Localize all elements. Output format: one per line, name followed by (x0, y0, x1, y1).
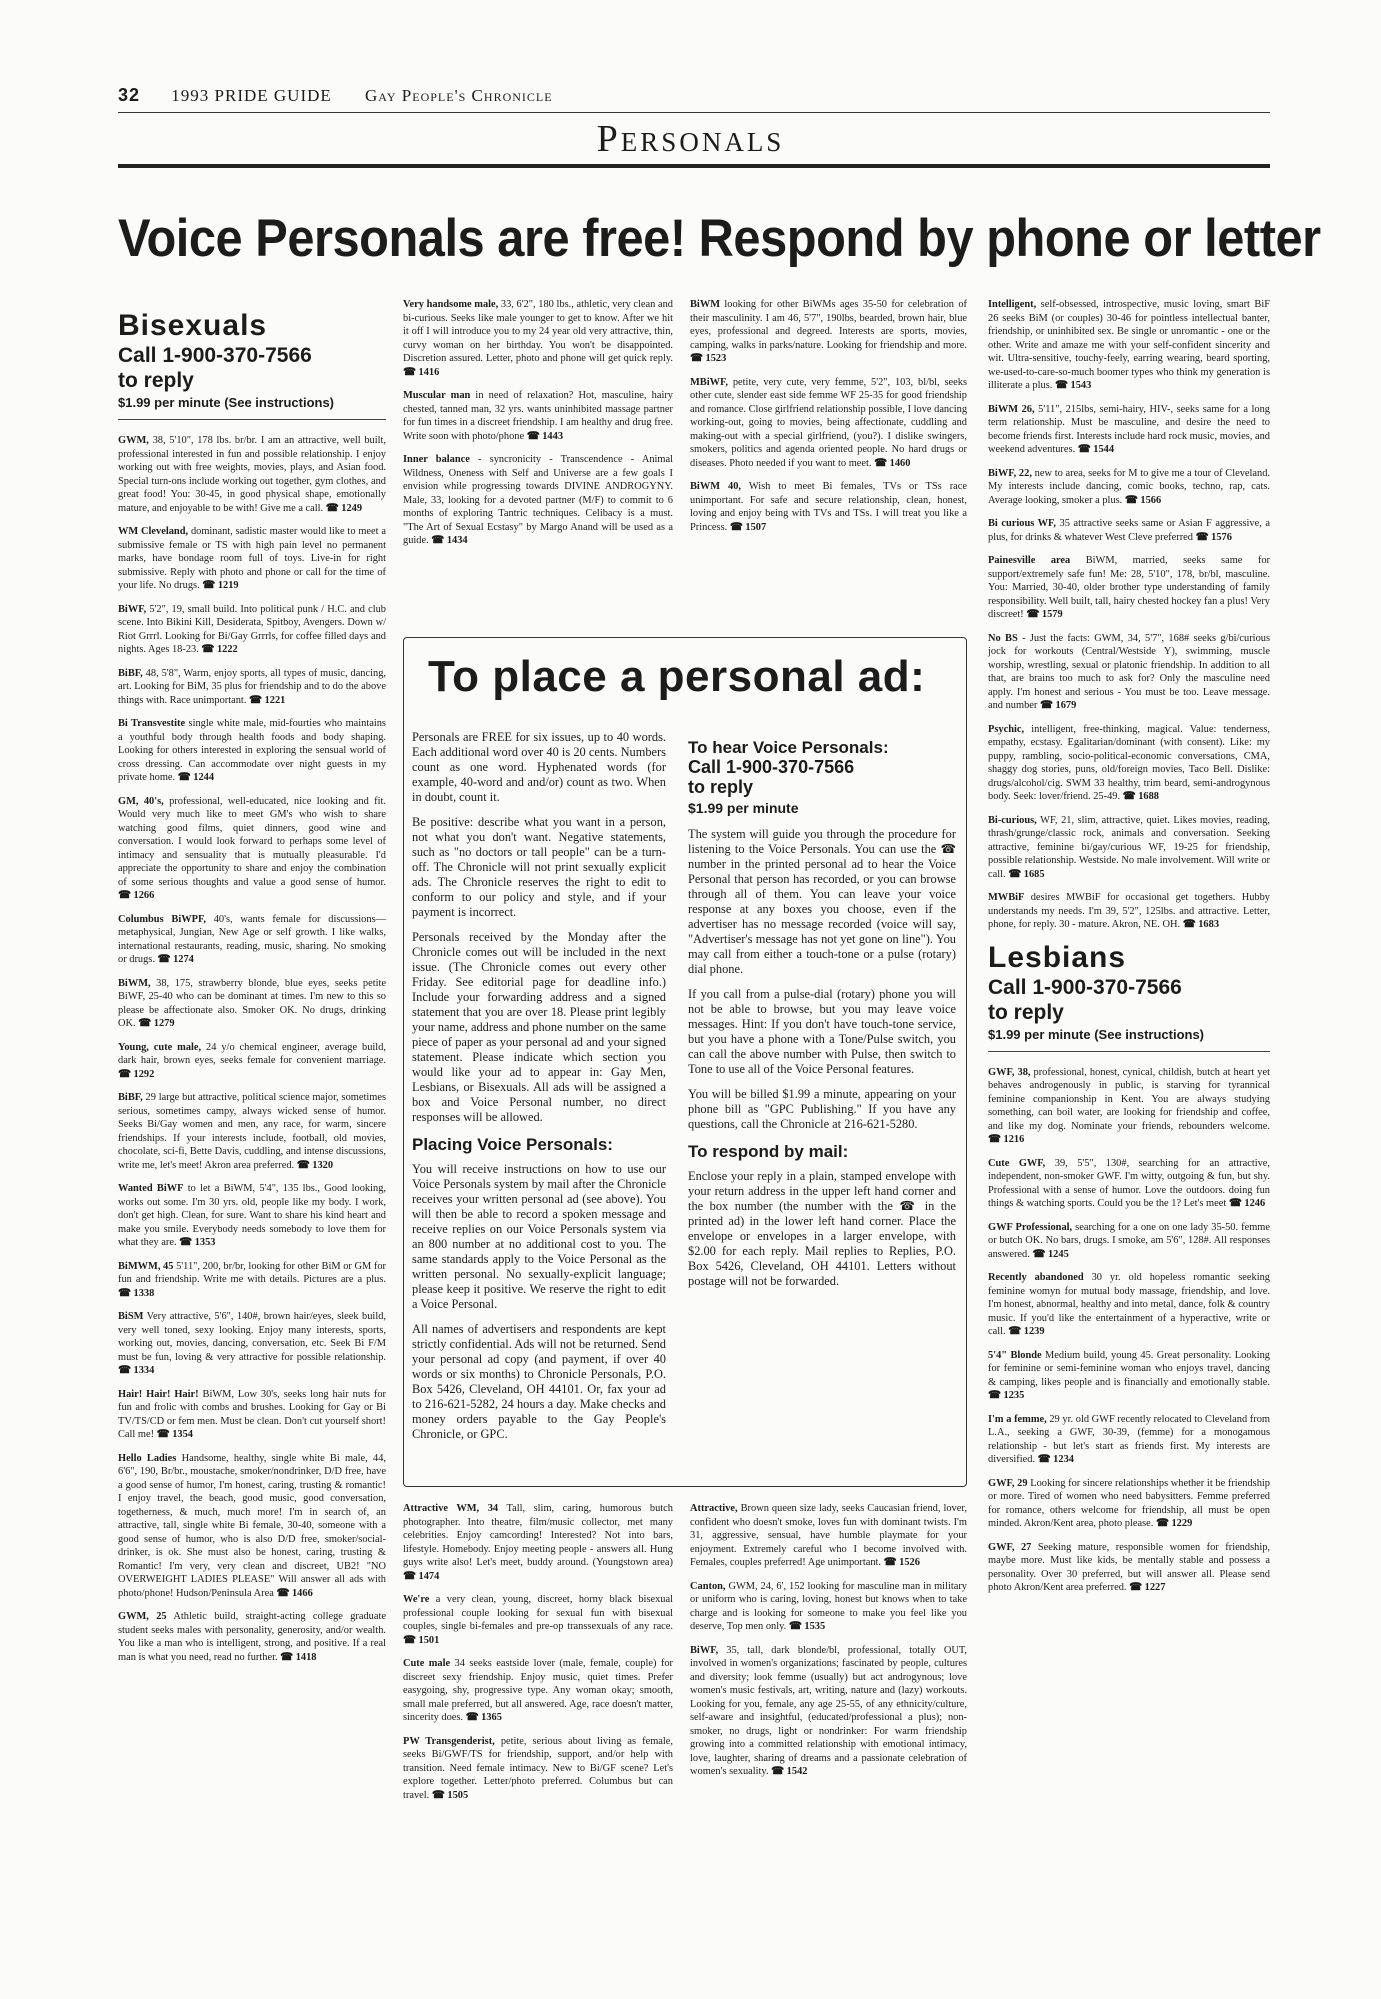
ad-box-number: ☎ 1466 (276, 1587, 313, 1599)
ad-body: 38, 175, strawberry blonde, blue eyes, seeks petite BiWF, 25-40 who can be dominant at times. I'm new to this so please be affectionate also. Smoker OK. No drugs, drinking OK. (118, 977, 386, 1029)
ad-body: 5'2", 19, small build. Into political punk / H.C. and club scene. Into Bikini Kill, Desiderata, Spitboy, Avengers. Down w/ Riot Grrrl. Looking for Bi/Gay Grrrls, for coffee filled days and nights. Ages 18-23. (118, 603, 386, 655)
ad-body: professional, honest, cynical, childish, butch at heart yet behaves androgenously in public, is starving for tyrannical feminine companionship in Kent. You are always studying something, can boil water, are looking for friendship and coffee, and like my dog. Nominate your friends, rebounders welcome. (988, 1066, 1270, 1132)
ad-body: - syncronicity - Transcendence - Animal Wildness, Oneness with Self and Universe are a few goals I envision while progressing towards DIVINE ANDROGYNY. Male, 33, looking for a devoted partner (M/F) to commit to 6 months of exploring Tantric techniques. Celibacy is a must. "The Art of Sexual Ecstasy" by Margo Anand will be used as a guide. (403, 454, 673, 546)
personal-ad (118, 795, 386, 903)
ad-lead: GWF Professional, (988, 1221, 1073, 1233)
personal-ad (118, 1260, 386, 1301)
personal-ad (988, 554, 1270, 622)
personal-ad (988, 1413, 1270, 1467)
ad-body: single white male, mid-fourties who maintains a youthful body through health foods and body shaping. Looking for others interested in exploring the sensual world of cross dressing. Can accommodate over night guests in my private home. (118, 718, 386, 783)
personal-ad (988, 403, 1270, 457)
ad-lead: Young, cute male, (118, 1041, 202, 1053)
personal-ad (403, 1735, 673, 1803)
ad-lead: Cute male (403, 1658, 451, 1669)
ad-body: 35, tall, dark blonde/bl, professional, totally OUT, involved in women's organizations; fascinated by people, cultures and diversity; look femme (usually) but act androgynous; love women's music festivals, art, writing, nature and (lazy) workouts. Looking for you, female, any age 25-55, of any ethnicity/culture, self-aware and insightful, (educated/professional a plus); non-smoker, no drugs, light or nondrinker: For warm friendship growing into a committed relationship with emotional intimacy, love, laughter, sharing of dreams and a passionate celebration of women's sexuality. (690, 1644, 967, 1777)
ad-body: petite, serious about living as female, seeks Bi/GWF/TS for friendship, support, and/or help with transition. Need female intimacy. New to Bi/GF scene? Let's explore together. Letter/photo preferred. Columbus but can travel. (403, 1735, 673, 1801)
ad-body: dominant, sadistic master would like to meet a submissive female or TS with high pain level no permanent marks, have bondage room full of toys. Live-in for right submissive. Reply with photo and phone or call for the time of your life. No drugs. (118, 526, 387, 591)
ad-body: looking for other BiWMs ages 35-50 for celebration of their masculinity. I am 46, 5'7", 190lbs, bearded, brown hair, blue eyes, professional and degreed. Interests are sports, movies, camping, walks in parks/nature. Looking for friendship and more. (690, 299, 967, 351)
lesbians-title: Lesbians (988, 940, 1127, 974)
ad-box-number: ☎ 1249 (325, 502, 363, 514)
personal-ad (403, 453, 673, 548)
ad-box-number: ☎ 1688 (1122, 791, 1159, 802)
personal-ad (118, 1091, 386, 1172)
ad-lead: Canton, (690, 1580, 726, 1592)
personal-ad (690, 1502, 967, 1570)
ad-box-number: ☎ 1418 (280, 1651, 317, 1663)
personal-ad (403, 1657, 673, 1725)
instruction-paragraph: Personals received by the Monday after the Chronicle comes out will be included in the next issue. (The Chronicle comes out every other Friday. See editorial page for deadline info.) Include your forwarding address and a signed statement that you are over 18. Please print legibly your name, address and phone number on the same piece of paper as your personal ad and your signed statement. Please indicate which section you would like your ad to appear in: Gay Men, Lesbians, or Bisexuals. All ads will be assigned a box and Voice Personal number, no direct responses will be allowed. (412, 930, 666, 1124)
ad-body: 34 seeks eastside lover (male, female, couple) for discreet sexy friendship. Enjoy music, quiet times. Prefer easygoing, shy, progressive type. Any woman okay; smooth, small male preferred, but all answered. Age, race doesn't matter, sincerity does. (403, 1658, 673, 1723)
bisexuals-reply: to reply (118, 369, 194, 392)
ad-box-number: ☎ 1292 (118, 1068, 155, 1080)
page-number: 32 (118, 85, 141, 105)
ad-lead: Painesville area (988, 555, 1071, 566)
ad-lead: BiSM (118, 1311, 144, 1322)
personal-ad (690, 1644, 967, 1779)
ad-box-number: ☎ 1279 (138, 1018, 175, 1029)
ad-lead: Cute GWF, (988, 1157, 1046, 1169)
ad-body: Brown queen size lady, seeks Caucasian friend, lover, confident who doesn't smoke, loves fun with dominant twists. I'm 31, aggressive, sensual, have humble playmate for your enjoyment. Extremely careful who I become involved with. Females, couples preferred! Age unimportant. (690, 1503, 967, 1568)
bisexuals-price: $1.99 per minute (See instructions) (118, 395, 335, 410)
ad-box-number: ☎ 1507 (729, 521, 767, 533)
ad-box-number: ☎ 1365 (465, 1712, 502, 1723)
instruction-paragraph: Personals are FREE for six issues, up to 40 words. Each additional word over 40 is 20 cents. Numbers count as one word. Hyphenated words (for example, 40-word and and/or) count as two. When in doubt, count it. (412, 730, 666, 804)
instruction-paragraph: If you call from a pulse-dial (rotary) phone you will not be able to browse, but you may leave voice messages. Hint: If you don't have touch-tone service, but you have a phone with a Tone/Pulse switch, you can call the above number with Pulse, then switch to Tone to use all of the Voice Personal features. (688, 987, 956, 1076)
ad-body: GWM, 24, 6', 152 looking for masculine man in military or uniform who is caring, loving, honest but knows when to take charge and is looking for someone to make you feel like you deserve, Top men only. (690, 1580, 967, 1632)
personal-ad (988, 1477, 1270, 1531)
ad-body: Medium build, young 45. Great personality. Looking for feminine or semi-feminine woman who enjoys travel, dancing & camping, likes people and is financially and emotionally stable. (988, 1349, 1270, 1388)
ad-body: intelligent, free-thinking, magical. Value: tenderness, empathy, ecstasy. Egalitarian/dominant (with consent). Like: my puppy, rambling, socio-political-economic conversations, CMA, shaggy dog stories, puns, old/foreign movies, Taco Bell. Dislike: drugs/alcohol/cig. SWM 33 healthy, trim beard, semi-androgynous body. Seek: lover/friend. 25-49. (988, 723, 1270, 802)
bisexuals-title: Bisexuals (118, 309, 268, 342)
personal-ad (118, 913, 386, 967)
personal-ad (988, 517, 1270, 544)
ad-body: 39, 5'5", 130#, searching for an attractive, independent, non-smoker GWF. I'm witty, outgoing & fun, but shy. Professional with a sense of humor. Love the outdoors. doing fun things & watching sports. Could you be the 1? Let's meet (988, 1157, 1271, 1209)
ad-body: in need of relaxation? Hot, masculine, hairy chested, tanned man, 32 yrs. wants uninhibited massage partner for fun times in a discreet friendship. I am healthy and drug free. Write soon with photo/phone (403, 390, 673, 442)
ad-box-number: ☎ 1544 (1077, 444, 1115, 455)
ad-body: Athletic build, straight-acting college graduate student seeks males with personality, generosity, and/or wealth. You like a man who is intelligent, strong, and positive. If a real man is what you need, read no further. (118, 1611, 386, 1663)
lesbians-rule (988, 1051, 1270, 1052)
ad-lead: BiWF, (118, 603, 147, 615)
column-4-ads-list (988, 298, 1270, 932)
personal-ad (690, 298, 967, 366)
lesbians-call-number: Call 1-900-370-7566 (988, 975, 1182, 999)
ad-lead: Recently abandoned (988, 1272, 1084, 1283)
ad-lead: Wanted BiWF (118, 1183, 184, 1194)
ad-box-number: ☎ 1266 (118, 890, 155, 901)
ad-lead: Attractive WM, 34 (403, 1503, 499, 1514)
ad-body: 48, 5'8", Warm, enjoy sports, all types of music, dancing, art. Looking for BiM, 35 plus for friendship and to do the above things with. Race unimportant. (118, 667, 386, 706)
placing-voice-heading: Placing Voice Personals: (412, 1135, 613, 1154)
ad-lead: Hello Ladies (118, 1452, 177, 1464)
ad-body: 24 y/o chemical engineer, average build, dark hair, brown eyes, seeks female for convenient marriage. (118, 1041, 386, 1066)
personal-ad (403, 1593, 673, 1647)
ad-box-number: ☎ 1443 (526, 430, 564, 442)
ad-body: 30 yr. old hopeless romantic seeking feminine womyn for mutual body massage, friendship, and love. I'm honest, abnormal, healthy and into metal, dance, folk & country music. If you'd like the entertainment of a hyperactive, write or call. (988, 1272, 1270, 1337)
personal-ad (988, 1066, 1270, 1147)
hear-voice-heading: To hear Voice Personals: (688, 738, 889, 757)
personal-ad (118, 1388, 386, 1442)
bisexuals-header (118, 310, 386, 411)
ad-body: Very attractive, 5'6", 140#, brown hair/eyes, sleek build, very well toned, sexy looking. Enjoy many interests, sports, working out, movies, dancing, conversation, etc. Seek Bi F/M must be fun, loving & very attractive for possible relationship. (118, 1311, 386, 1363)
personal-ad (988, 1271, 1270, 1339)
bisexuals-rule (118, 419, 386, 420)
column-3-lower-ads-list (690, 1502, 967, 1779)
ad-lead: Columbus BiWPF, (118, 913, 206, 925)
ad-box-number: ☎ 1234 (1037, 1454, 1074, 1465)
ad-lead: BiWM 40, (690, 481, 742, 492)
ad-body: - Just the facts: GWM, 34, 5'7", 168# seeks g/bi/curious jock for workouts (Central/Westside Y), swimming, muscle worship, wrestling, sexual or platonic friendship. In addition to all that, are brains too much to ask for? Only the masculine need apply. I'm honest and serious - You must be too. Leave message. and number (988, 632, 1271, 711)
bisexuals-ads-list (118, 434, 386, 1664)
place-ad-instructions (412, 730, 666, 1125)
publication-name: Gay People's Chronicle (365, 86, 553, 105)
ad-lead: BiWM 26, (988, 403, 1035, 415)
ad-lead: Psychic, (988, 723, 1025, 735)
lesbians-reply: to reply (988, 1000, 1064, 1024)
ad-lead: GWM, (118, 435, 149, 446)
ad-body: Tall, slim, caring, humorous butch photographer. Into theatre, film/music collector, met many celebrities. Enjoy camcording! Interested? Not into bars, lifestyle. Homebody. Enjoy meeting people - answers all. Hung guys write also! Let's meet, buddy around. (Youngstown area) (403, 1503, 673, 1568)
personal-ad (988, 467, 1270, 508)
personal-ad (988, 1541, 1270, 1595)
ad-lead: I'm a femme, (988, 1413, 1047, 1425)
ad-box-number: ☎ 1235 (988, 1390, 1025, 1401)
ad-box-number: ☎ 1535 (788, 1621, 826, 1632)
respond-mail-heading: To respond by mail: (688, 1142, 849, 1161)
respond-mail-instructions: Enclose your reply in a plain, stamped envelope with your return address in the upper left hand corner and the box number (the number with the ☎ in the printed ad) in the lower left hand corner. Place the envelope or envelopes in a larger envelope, with $2.00 for each reply. Mail replies to Replies, P.O. Box 5426, Cleveland, OH 44101. Letters without postage will not be forwarded. (688, 1169, 956, 1288)
instruction-paragraph: The system will guide you through the procedure for listening to the Voice Personals. You can use the ☎ number in the printed personal ad to hear the Voice Personal that person has recorded, or you can browse through all of them. You can leave your voice response at any boxes you choose, even if the advertiser has no message recorded (voice will say, "Advertiser's message has not yet gone on line"). You may call from either a touch-tone or a pulse (rotary) dial phone. (688, 827, 956, 976)
column-3-ads-list (690, 298, 967, 534)
ad-lead: BiMWM, 45 (118, 1260, 174, 1272)
section-rule (118, 164, 1270, 168)
ad-box-number: ☎ 1685 (1008, 868, 1045, 880)
personals-column-3 (690, 298, 967, 544)
ad-box-number: ☎ 1576 (1195, 531, 1232, 543)
ad-body: 40's, wants female for discussions—metaphysical, Jungian, New Age or self growth. I like walks, international restaurants, reading, music, sharing. No smoking or drugs. (118, 913, 387, 965)
bisexuals-call-number: Call 1-900-370-7566 (118, 344, 312, 367)
ad-box-number: ☎ 1434 (431, 535, 468, 546)
ad-body: 29 yr. old GWF recently relocated to Cleveland from L.A., seeking a GWF, 30-39, (femme) for a monogamous relationship - but let's start as friends first. My interests are diversified. (988, 1413, 1270, 1465)
instruction-paragraph: You will receive instructions on how to use our Voice Personals system by mail after the Chronicle receives your written personal ad (see above). You will then be able to record a spoken message and receive replies on our Voice Personals system via an 800 number at no additional cost to you. The same standards apply to the Voice Personal as the written personal. No sexually-explicit language; please keep it positive. We reserve the right to edit a Voice Personal. (412, 1162, 666, 1311)
ad-lead: BiBF, (118, 667, 143, 679)
ad-body: Looking for sincere relationships whether it be friendship or more. Tired of women who need babysitters. Femme preferred for romance, others welcome for friendship, all must be open minded. Akron/Kent area, photo please. (988, 1477, 1271, 1529)
lesbians-ads-list (988, 1066, 1270, 1595)
personal-ad (988, 1221, 1270, 1262)
ad-lead: Inner balance (403, 454, 470, 465)
ad-lead: Bi Transvestite (118, 718, 186, 729)
ad-body: Handsome, healthy, single white Bi male, 44, 6'6", 190, Br/br., moustache, smoker/nondrinker, D/D free, have a good sense of humor, I'm honest, caring, trusting & romantic! I enjoy travel, the beach, good music, good conversation, togetherness, & much, much more! I'm in search of, an attractive, tall, single white Bi female, 30-40, someone with a good sense of humor, who is also D/D free, smoker/social-drinker, is ok. She must also be honest, caring, trusting & Romantic! I'm very, very clean and discreet, UB2! "NO OVERWEIGHT LADIES PLEASE" Will answer all ads with photo/phone! Hudson/Peninsula Area (118, 1452, 386, 1599)
ad-box-number: ☎ 1216 (988, 1134, 1025, 1145)
ad-box-number: ☎ 1274 (157, 954, 194, 965)
ad-box-number: ☎ 1505 (431, 1789, 469, 1801)
ad-lead: No BS (988, 632, 1018, 644)
column-2-lower-ads-list (403, 1502, 673, 1802)
personal-ad (690, 1580, 967, 1634)
running-head (118, 85, 553, 106)
ad-lead: MBiWF, (690, 376, 729, 388)
lesbians-price: $1.99 per minute (See instructions) (988, 1026, 1205, 1042)
ad-box-number: ☎ 1460 (874, 457, 911, 469)
ad-box-number: ☎ 1543 (1054, 380, 1092, 391)
section-title: Personals (596, 118, 785, 160)
ad-body: self-obsessed, introspective, music loving, smart BiF 26 seeks BiM (or couples) 30-46 for pointless intellectual banter, friendship, or uninhibited sex. Be single or unromantic - one or the other. Write and amaze me with your self-confident sincerity and wit. Ultra-sensitive, touchy-feely, earring wearing, beard sporting, we-used-to-care-so-much boomer types who think my generation is illiterate a plus. (988, 299, 1270, 391)
ad-box-number: ☎ 1526 (883, 1557, 920, 1568)
ad-box-number: ☎ 1416 (403, 366, 440, 378)
ad-box-number: ☎ 1474 (403, 1570, 440, 1582)
ad-box-number: ☎ 1353 (179, 1237, 216, 1248)
place-ad-left-column (412, 730, 666, 1452)
ad-body: new to area, seeks for M to give me a tour of Cleveland. My interests include dancing, comic books, techno, rap, cats. Average looking, smoker a plus. (988, 467, 1270, 506)
personal-ad (118, 525, 386, 593)
personal-ad (403, 298, 673, 379)
lesbians-header (988, 942, 1270, 1043)
ad-lead: GWM, 25 (118, 1611, 167, 1622)
ad-body: 33, 6'2", 180 lbs., athletic, very clean and bi-curious. Seeks like male younger to get to know. After we hit it off I will introduce you to my 24 year old very attractive, thin, curvy woman on her birthday. You won't be disappointed. Discretion assured. Letter, photo and phone will get quick reply. (403, 299, 673, 364)
personals-column-2 (403, 298, 673, 558)
personal-ad (118, 603, 386, 657)
personal-ad (988, 891, 1270, 932)
ad-lead: GWF, 29 (988, 1477, 1028, 1489)
main-headline: Voice Personals are free! Respond by phone or letter (118, 209, 1321, 268)
ad-lead: Intelligent, (988, 299, 1037, 310)
ad-box-number: ☎ 1542 (771, 1766, 808, 1777)
ad-lead: Bi-curious, (988, 814, 1037, 826)
ad-box-number: ☎ 1221 (249, 694, 286, 706)
ad-box-number: ☎ 1579 (1026, 609, 1063, 620)
personal-ad (690, 480, 967, 534)
ad-lead: BiWF, 22, (988, 467, 1032, 479)
ad-lead: We're (403, 1594, 430, 1605)
personal-ad (988, 1349, 1270, 1403)
hear-voice-reply: to reply (688, 777, 754, 797)
personal-ad (988, 723, 1270, 804)
personal-ad (690, 376, 967, 471)
personal-ad (988, 1157, 1270, 1211)
ad-lead: Bi curious WF, (988, 518, 1057, 529)
ad-lead: Very handsome male, (403, 299, 499, 310)
ad-lead: Hair! Hair! Hair! (118, 1388, 199, 1400)
hear-voice-call-number: Call 1-900-370-7566 (688, 757, 855, 777)
personal-ad (118, 977, 386, 1031)
placing-voice-instructions (412, 1162, 666, 1442)
ad-lead: Muscular man (403, 390, 471, 401)
ad-box-number: ☎ 1246 (1228, 1198, 1266, 1209)
personals-column-2-lower (403, 1502, 673, 1812)
personal-ad (988, 814, 1270, 882)
ad-lead: PW Transgenderist, (403, 1735, 495, 1747)
ad-body: to let a BiWM, 5'4", 135 lbs., Good looking, works out some. I'm 30 yrs. old, people like my body. I work, don't get high. Clean, for sure. Want to share his kind heart and make you smile. Everybody needs somebody to love them for what they are. (118, 1183, 386, 1248)
ad-box-number: ☎ 1523 (690, 353, 727, 364)
ad-lead: BiWM (690, 299, 721, 310)
ad-lead: GM, 40's, (118, 795, 164, 807)
bisexuals-column (118, 310, 386, 1674)
guide-title: 1993 PRIDE GUIDE (171, 86, 332, 105)
instruction-paragraph: All names of advertisers and respondents are kept strictly confidential. Ads will not be returned. Send your personal ad copy (and payment, if over 40 words or six months) to Chronicle Personals, P.O. Box 5426, Cleveland, OH 44101. Or, fax your ad to 216-621-5282, 24 hours a day. Make checks and money orders payable to the Gay People's Chronicle, or GPC. (412, 1322, 666, 1441)
ad-box-number: ☎ 1229 (1155, 1518, 1193, 1529)
ad-box-number: ☎ 1320 (296, 1159, 334, 1171)
personal-ad (118, 1182, 386, 1250)
ad-body: searching for a one on one lady 35-50. femme or butch OK. No bars, drugs. I smoke, am 5'6", 128#. All responses answered. (988, 1221, 1270, 1260)
ad-body: petite, very cute, very femme, 5'2", 103, bl/bl, seeks other cute, slender east side femme WF 25-35 for good friendship and romance. Close girlfriend relationship possible, I love dancing working-out, going to movies, being affectionate, cuddling and making-out with a special girlfriend, (you?). I dislike swingers, smokers, politics and agenda oriented people. No hard drugs or diseases. Photo needed if you want to meet. (690, 376, 968, 469)
place-ad-title: To place a personal ad: (428, 652, 926, 701)
ad-box-number: ☎ 1354 (156, 1429, 193, 1440)
ad-lead: WM Cleveland, (118, 526, 189, 537)
ad-body: 5'11", 200, br/br, looking for other BiM or GM for fun and friendship. Write me with details. Pictures are a plus. (118, 1260, 386, 1285)
ad-lead: BiWM, (118, 977, 151, 989)
ad-body: WF, 21, slim, attractive, quiet. Likes movies, reading, thrash/grunge/classic rock, animals and conversation. Seeking attractive, feminine bi/gay/curious WF, 19-25 for friendship, possible relationship. Westside. No male involvement. Will write or call. (988, 814, 1270, 880)
personal-ad (118, 1310, 386, 1378)
ad-body: BiWM, married, seeks same for support/extremely safe fun! Me: 28, 5'10", 178, br/bl, masculine. You: Married, 30-40, older brother type understanding of family responsibility. Well built, tall, hairy chested hockey fan a plus! Very discreet! (988, 555, 1271, 620)
ad-box-number: ☎ 1679 (1039, 700, 1077, 711)
hear-voice-header (688, 738, 956, 817)
personal-ad (118, 1041, 386, 1082)
personal-ad (403, 1502, 673, 1583)
instruction-paragraph: You will be billed $1.99 a minute, appearing on your phone bill as "GPC Publishing." If you have any questions, call the Chronicle at 216-621-5280. (688, 1087, 956, 1131)
ad-lead: Attractive, (690, 1503, 738, 1514)
ad-box-number: ☎ 1227 (1129, 1582, 1166, 1593)
instruction-paragraph: Be positive: describe what you want in a person, not what you don't want. Negative statements, such as "no doctors or tall people" can be a turn-off. The Chronicle will not print sexually explicit ads. The Chronicle reserves the right to edit to conform to our policy and style, and if your payment is incorrect. (412, 815, 666, 919)
hear-voice-price: $1.99 per minute (688, 800, 799, 816)
ad-box-number: ☎ 1244 (177, 772, 215, 783)
ad-body: desires MWBiF for occasional get togethers. Hubby understands my needs. I'm 39, 5'2", 125lbs. and attractive. Letter, phone, for reply. 30 - mature. Akron, NE. OH. (988, 892, 1270, 930)
ad-body: 35 attractive seeks same or Asian F aggressive, a plus, for drinks & whatever West Cleve preferred (988, 518, 1270, 543)
ad-body: a very clean, young, discreet, horny black bisexual professional couple looking for sexual fun with bisexual couples, single bi-females and pre-op transsexuals of any race. (403, 1594, 673, 1632)
personal-ad (118, 1452, 386, 1601)
personal-ad (988, 632, 1270, 713)
personals-column-3-lower (690, 1502, 967, 1789)
hear-voice-instructions (688, 827, 956, 1132)
ad-lead: GWF, 27 (988, 1541, 1032, 1553)
place-ad-right-column (688, 730, 956, 1289)
place-ad-box (403, 637, 967, 1487)
ad-body: 29 large but attractive, political science major, sometimes serious, sometimes campy, always wicked sense of humor. Seeks Bi/Gay women and men, any race, for warm, sincere friendships. If your interests include, football, old movies, chocolate, sci-fi, Bette Davis, cuddling, and intense discussions, write me, let's meet! Akron area preferred. (118, 1092, 386, 1171)
ad-body: Seeking mature, responsible women for friendship, maybe more. Must like kids, be mentally stable and possess a personality. Over 30 preferred, but will answer all. Please send photo Akron/Kent area preferred. (988, 1541, 1270, 1593)
ad-box-number: ☎ 1219 (202, 580, 239, 591)
ad-box-number: ☎ 1338 (118, 1287, 155, 1299)
personal-ad (118, 667, 386, 708)
personal-ad (118, 1610, 386, 1664)
ad-body: Wish to meet Bi females, TVs or TSs race unimportant. For safe and secure relationship, clean, honest, loving and enjoy being with TVs and TSs. I will treat you like a Princess. (690, 481, 967, 533)
personal-ad (118, 717, 386, 785)
column-2-ads-list (403, 298, 673, 548)
ad-lead: BiBF, (118, 1092, 143, 1103)
ad-lead: GWF, 38, (988, 1066, 1031, 1078)
ad-box-number: ☎ 1501 (403, 1634, 440, 1646)
ad-body: BiWM, Low 30's, seeks long hair nuts for fun and frolic with combs and brushes. Looking for Gay or Bi TV/TS/CD or fem men. Must be clean. Don't cut yourself short! Call me! (118, 1388, 387, 1440)
header-rule (118, 112, 1270, 113)
ad-box-number: ☎ 1566 (1124, 494, 1162, 506)
ad-box-number: ☎ 1239 (1008, 1326, 1045, 1337)
personals-column-4 (988, 298, 1270, 1605)
ad-body: 5'11", 215lbs, semi-hairy, HIV-, seeks same for a long term relationship. Must be masculine, and desire the need to become friends first. Interests include hard rock music, movies, and weekend adventures. (988, 403, 1270, 455)
personal-ad (988, 298, 1270, 393)
ad-box-number: ☎ 1683 (1182, 919, 1220, 930)
ad-box-number: ☎ 1334 (118, 1365, 155, 1376)
personal-ad (403, 389, 673, 443)
ad-lead: 5'4" Blonde (988, 1349, 1042, 1361)
ad-lead: BiWF, (690, 1644, 719, 1656)
ad-body: 38, 5'10", 178 lbs. br/br. I am an attractive, well built, professional interested in fun and possible relationship. I enjoy working out with free weights, movies, plays, and Asian food. Special turn-ons include working out together, gym clothes, and great food! You: 30-45, in good physical shape, emotionally mature, and enjoyable to be with! Give me a call. (118, 435, 386, 514)
ad-lead: MWBiF (988, 892, 1025, 903)
ad-body: professional, well-educated, nice looking and fit. Would very much like to meet GM's who wish to share watching good films, quiet dinners, good wine and conversation. I would look forward to perhaps some level of intimacy and sensuality that is mutually pleasurable. I'd appreciate the opportunity to share and enjoy the combination of some serious thoughts and value a good sense of humor. (118, 795, 386, 888)
personal-ad (118, 434, 386, 515)
ad-box-number: ☎ 1222 (201, 644, 238, 655)
ad-box-number: ☎ 1245 (1032, 1248, 1069, 1260)
